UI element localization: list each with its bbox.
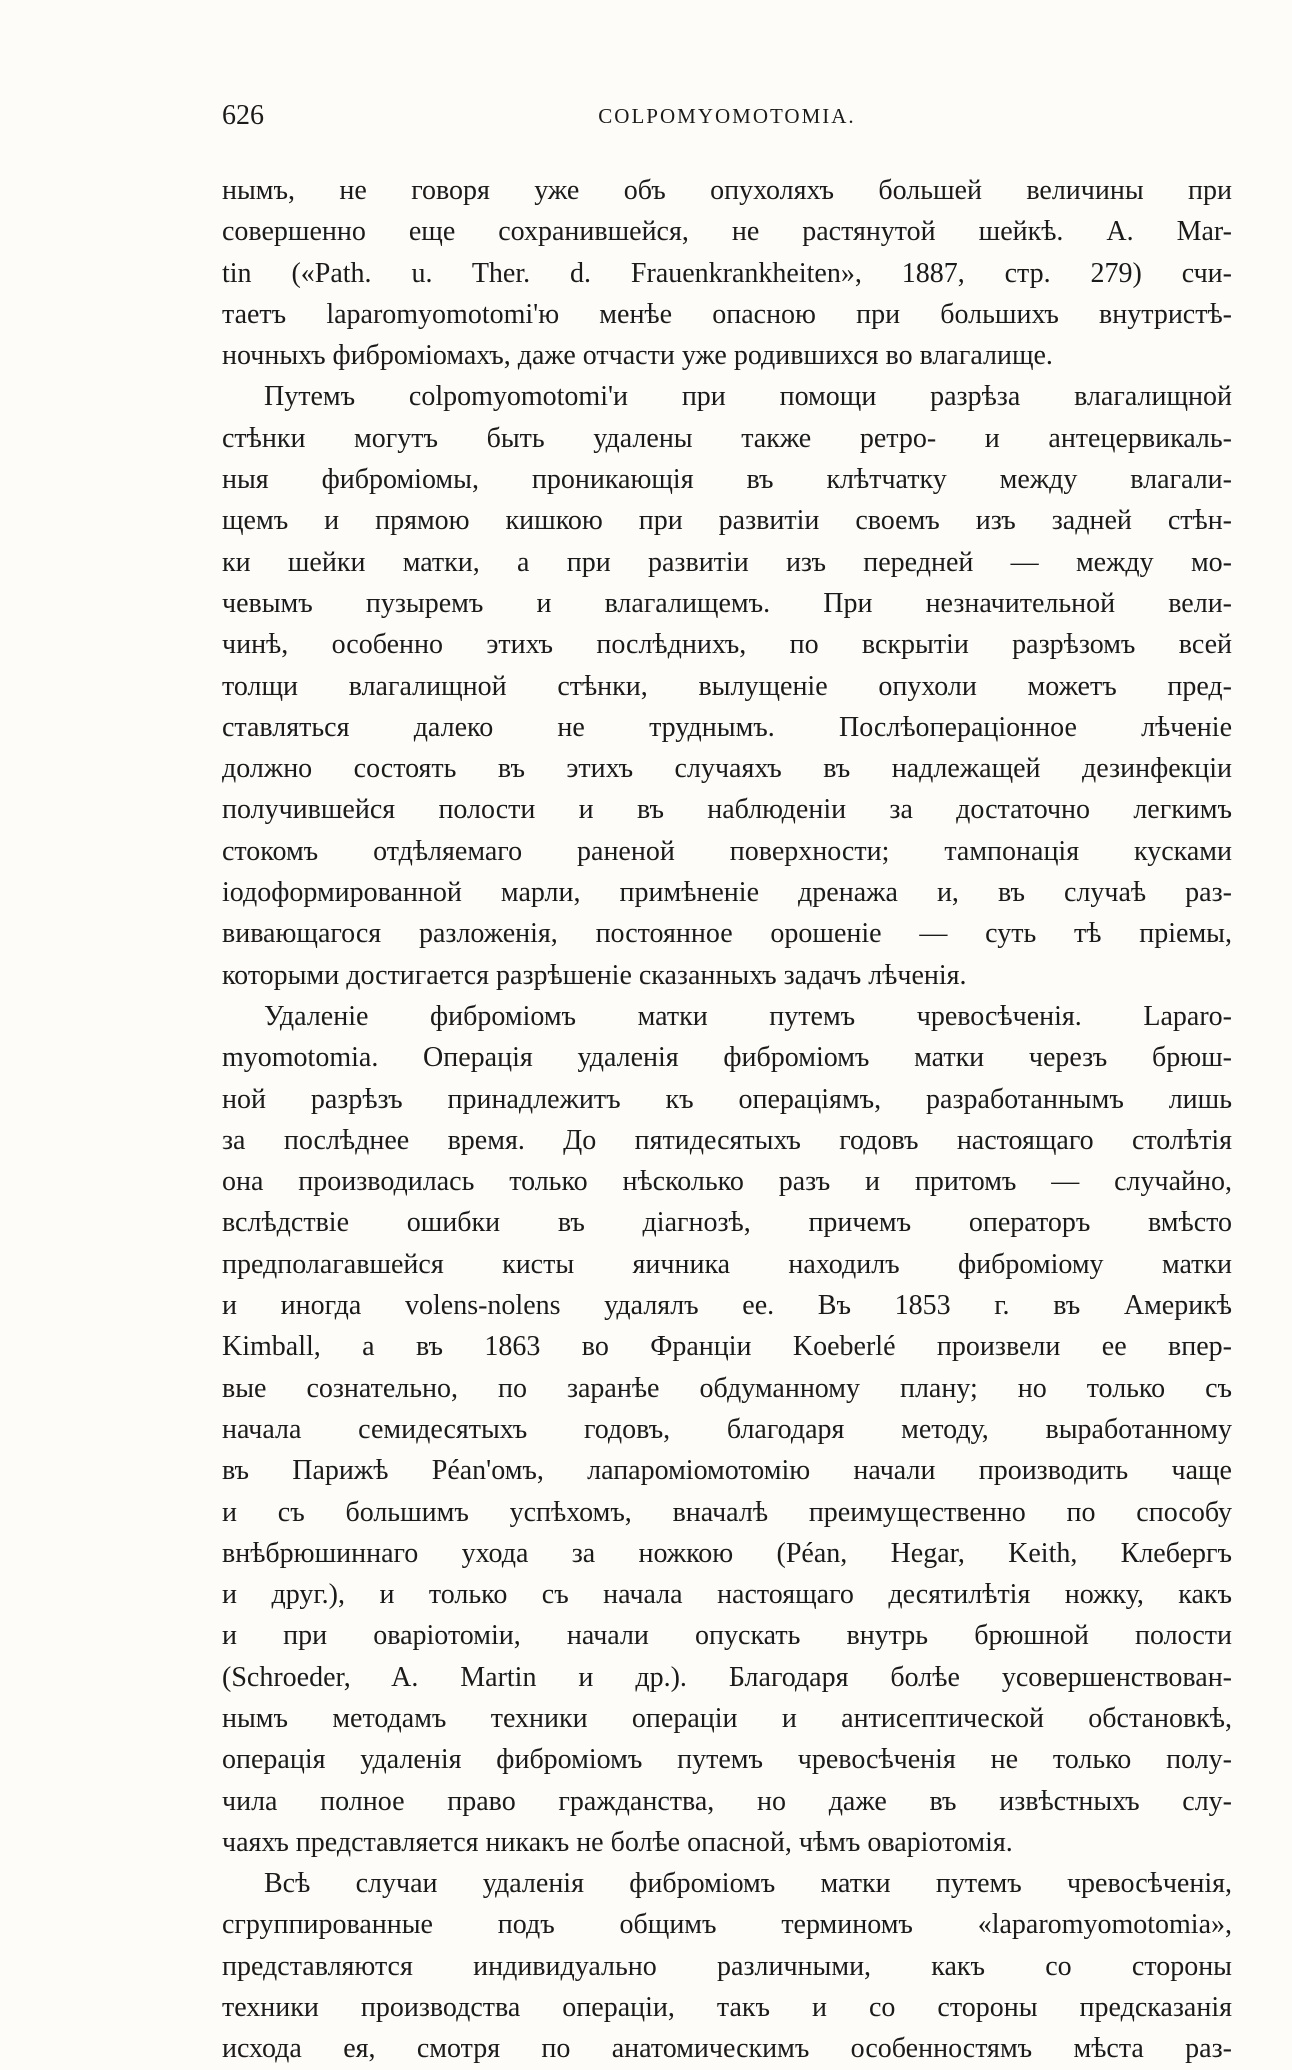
- text-line: она производилась только нѣсколько разъ и притомъ — случайно,: [222, 1166, 1232, 1198]
- text-line: которыми достигается разрѣшеніе сказанныхъ задачъ лѣченія.: [222, 959, 967, 991]
- text-line: предполагавшейся кисты яичника находилъ фиброміому матки: [222, 1248, 1232, 1280]
- text-line: чевымъ пузыремъ и влагалищемъ. При незначительной вели-: [222, 587, 1232, 619]
- text-line: ставляться далеко не труднымъ. Послѣопераціонное лѣченіе: [222, 711, 1232, 743]
- text-line: Kimball, а въ 1863 во Франціи Koeberlé произвели ее впер-: [222, 1331, 1232, 1363]
- text-line: сгруппированные подъ общимъ терминомъ «laparomyomotomia»,: [222, 1909, 1232, 1941]
- text-line: и иногда volens-nolens удалялъ ее. Въ 1853 г. въ Америкѣ: [222, 1290, 1232, 1322]
- text-line: совершенно еще сохранившейся, не растянутой шейкѣ. A. Mar-: [222, 216, 1232, 248]
- text-line: вивающагося разложенія, постоянное орошеніе — суть тѣ пріемы,: [222, 918, 1232, 950]
- body-text: [222, 170, 1232, 2070]
- text-line: въ Парижѣ Péan'омъ, лапароміомотомію начали производить чаще: [222, 1455, 1232, 1487]
- text-line: и при оваріотоміи, начали опускать внутрь брюшной полости: [222, 1620, 1232, 1652]
- text-line: нымъ, не говоря уже объ опухоляхъ большей величины при: [222, 175, 1232, 206]
- text-line: (Schroeder, A. Martin и др.). Благодаря болѣе усовершенствован-: [222, 1661, 1232, 1693]
- text-line: Всѣ случаи удаленія фиброміомъ матки путемъ чревосѣченія,: [264, 1868, 1232, 1900]
- text-line: щемъ и прямою кишкою при развитіи своемъ изъ задней стѣн-: [222, 505, 1232, 537]
- text-line: Путемъ colpomyomotomi'и при помощи разрѣза влагалищной: [264, 381, 1232, 413]
- page-header: [222, 100, 1232, 140]
- text-line: техники производства операціи, такъ и со стороны предсказанія: [222, 1992, 1232, 2024]
- text-line: нымъ методамъ техники операціи и антисептической обстановкѣ,: [222, 1702, 1232, 1734]
- text-line: стокомъ отдѣляемаго раненой поверхности; тампонація кусками: [222, 835, 1232, 867]
- text-line: ночныхъ фиброміомахъ, даже отчасти уже родившихся во влагалище.: [222, 340, 1053, 372]
- text-line: іодоформированной марли, примѣненіе дренажа и, въ случаѣ раз-: [222, 877, 1232, 909]
- text-line: вслѣдствіе ошибки въ діагнозѣ, причемъ операторъ вмѣсто: [222, 1207, 1232, 1239]
- text-line: вые сознательно, по заранѣе обдуманному плану; но только съ: [222, 1372, 1232, 1404]
- text-line: и съ большимъ успѣхомъ, вначалѣ преимущественно по способу: [222, 1496, 1232, 1528]
- text-line: за послѣднее время. До пятидесятыхъ годовъ настоящаго столѣтія: [222, 1124, 1232, 1156]
- text-line: ныя фиброміомы, проникающія въ клѣтчатку между влагали-: [222, 464, 1232, 496]
- text-line: таетъ laparomyomotomi'ю менѣе опасною при большихъ внутристѣ-: [222, 298, 1232, 330]
- text-line: толщи влагалищной стѣнки, вылущеніе опухоли можетъ пред-: [222, 670, 1232, 702]
- text-line: чила полное право гражданства, но даже въ извѣстныхъ слу-: [222, 1785, 1232, 1817]
- text-line: операція удаленія фиброміомъ путемъ чревосѣченія не только полу-: [222, 1744, 1232, 1776]
- running-title: COLPOMYOMOTOMIA.: [598, 104, 856, 128]
- text-line: чаяхъ представляется никакъ не болѣе опасной, чѣмъ оваріотомія.: [222, 1826, 1013, 1858]
- text-line: представляются индивидуально различными, какъ со стороны: [222, 1950, 1232, 1982]
- text-line: Удаленіе фиброміомъ матки путемъ чревосѣченія. Laparo-: [264, 1000, 1232, 1032]
- text-line: должно состоять въ этихъ случаяхъ въ надлежащей дезинфекціи: [222, 753, 1232, 785]
- text-line: и друг.), и только съ начала настоящаго десятилѣтія ножку, какъ: [222, 1579, 1232, 1611]
- text-line: стѣнки могутъ быть удалены также ретро- и антецервикаль-: [222, 422, 1232, 454]
- text-line: внѣбрюшиннаго ухода за ножкою (Péan, Hegar, Keith, Клебергъ: [222, 1537, 1232, 1569]
- text-line: начала семидесятыхъ годовъ, благодаря методу, выработанному: [222, 1413, 1232, 1445]
- text-line: получившейся полости и въ наблюденіи за достаточно легкимъ: [222, 794, 1232, 826]
- text-line: tin («Path. u. Ther. d. Frauenkrankheiten», 1887, стр. 279) счи-: [222, 257, 1232, 289]
- text-line: исхода ея, смотря по анатомическимъ особенностямъ мѣста раз-: [222, 2033, 1232, 2065]
- page-number: 626: [222, 100, 264, 131]
- text-line: ной разрѣзъ принадлежитъ къ операціямъ, разработаннымъ лишь: [222, 1083, 1232, 1115]
- text-line: myomotomia. Операція удаленія фиброміомъ матки черезъ брюш-: [222, 1042, 1232, 1074]
- text-line: чинѣ, особенно этихъ послѣднихъ, по вскрытіи разрѣзомъ всей: [222, 629, 1232, 661]
- text-line: ки шейки матки, а при развитіи изъ передней — между мо-: [222, 546, 1232, 578]
